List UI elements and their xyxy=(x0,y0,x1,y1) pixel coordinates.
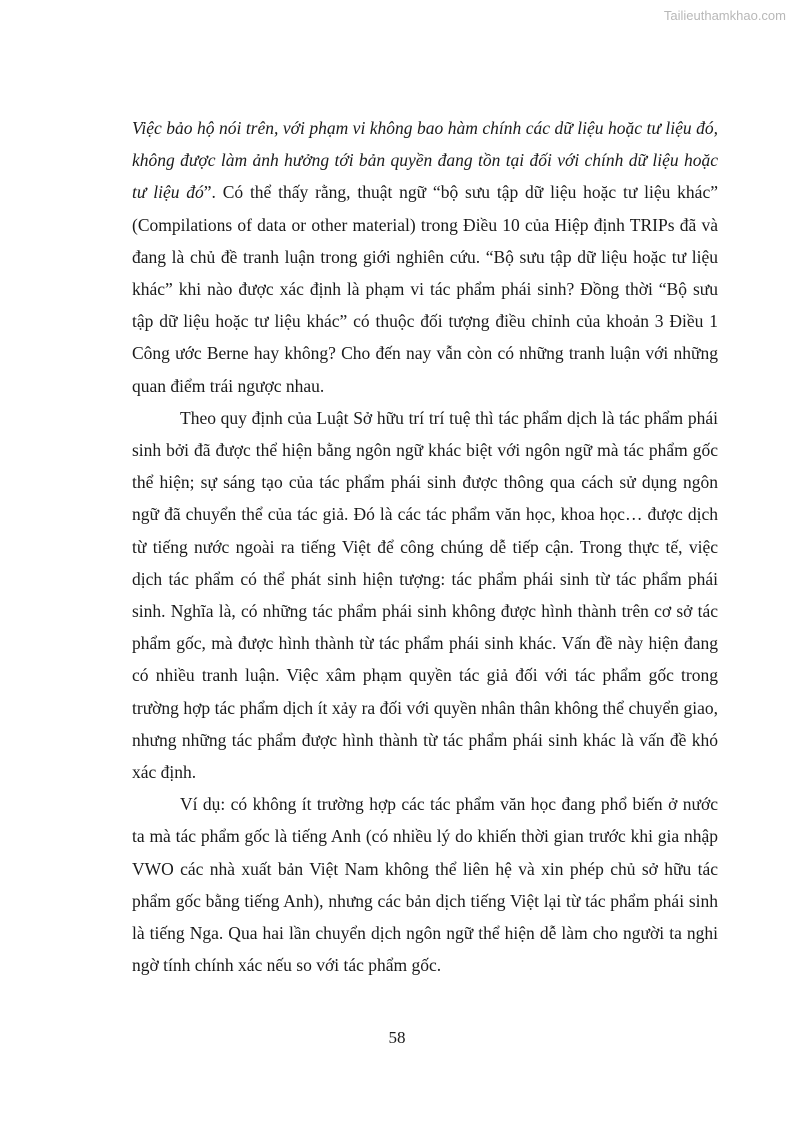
document-body xyxy=(132,112,718,981)
page-number: 58 xyxy=(388,1028,406,1047)
watermark: Tailieuthamkhao.com xyxy=(663,8,786,23)
paragraph-1-text: ”. Có thể thấy rằng, thuật ngữ “bộ sưu tập dữ liệu hoặc tư liệu khác” (Compilations of data or other material) trong Điều 10 của Hiệp định TRIPs đã và đang là chủ đề tranh luận trong giới nghiên cứu. “Bộ sưu tập dữ liệu hoặc tư liệu khác” khi nào được xác định là phạm vi tác phẩm phái sinh? Đồng thời “Bộ sưu tập dữ liệu hoặc tư liệu khác” có thuộc đối tượng điều chỉnh của khoản 3 Điều 1 Công ước Berne hay không? Cho đến nay vẫn còn có những tranh luận với những quan điểm trái ngược nhau. xyxy=(132,182,718,396)
italic-quote: Việc bảo hộ nói trên, với phạm vi không bao hàm chính các dữ liệu hoặc tư liệu đó, không được làm ảnh hưởng tới bản quyền đang tồn tại đối với chính dữ liệu hoặc tư liệu đó xyxy=(132,118,718,203)
paragraph-2: Theo quy định của Luật Sở hữu trí trí tuệ thì tác phẩm dịch là tác phẩm phái sinh bởi đã được thể hiện bằng ngôn ngữ khác biệt với ngôn ngữ mà tác phẩm gốc thể hiện; sự sáng tạo của tác phẩm phái sinh được thông qua cách sử dụng ngôn ngữ đã chuyển thể của tác giả. Đó là các tác phẩm văn học, khoa học… được dịch từ tiếng nước ngoài ra tiếng Việt để công chúng dễ tiếp cận. Trong thực tế, việc dịch tác phẩm có thể phát sinh hiện tượng: tác phẩm phái sinh từ tác phẩm phái sinh. Nghĩa là, có những tác phẩm phái sinh không được hình thành trên cơ sở tác phẩm gốc, mà được hình thành từ tác phẩm phái sinh khác. Vấn đề này hiện đang có nhiều tranh luận. Việc xâm phạm quyền tác giả đối với tác phẩm gốc trong trường hợp tác phẩm dịch ít xảy ra đối với quyền nhân thân không thể chuyển giao, nhưng những tác phẩm được hình thành từ tác phẩm phái sinh khác là vấn đề khó xác định. xyxy=(132,407,718,783)
paragraph-1 xyxy=(132,112,718,402)
paragraph-3: Ví dụ: có không ít trường hợp các tác phẩm văn học đang phổ biến ở nước ta mà tác phẩm gốc là tiếng Anh (có nhiều lý do khiến thời gian trước khi gia nhập VWO các nhà xuất bản Việt Nam không thể liên hệ và xin phép chủ sở hữu tác phẩm gốc bằng tiếng Anh), nhưng các bản dịch tiếng Việt lại từ tác phẩm phái sinh là tiếng Nga. Qua hai lần chuyển dịch ngôn ngữ thể hiện dễ làm cho người ta nghi ngờ tính chính xác nếu so với tác phẩm gốc. xyxy=(132,794,718,976)
